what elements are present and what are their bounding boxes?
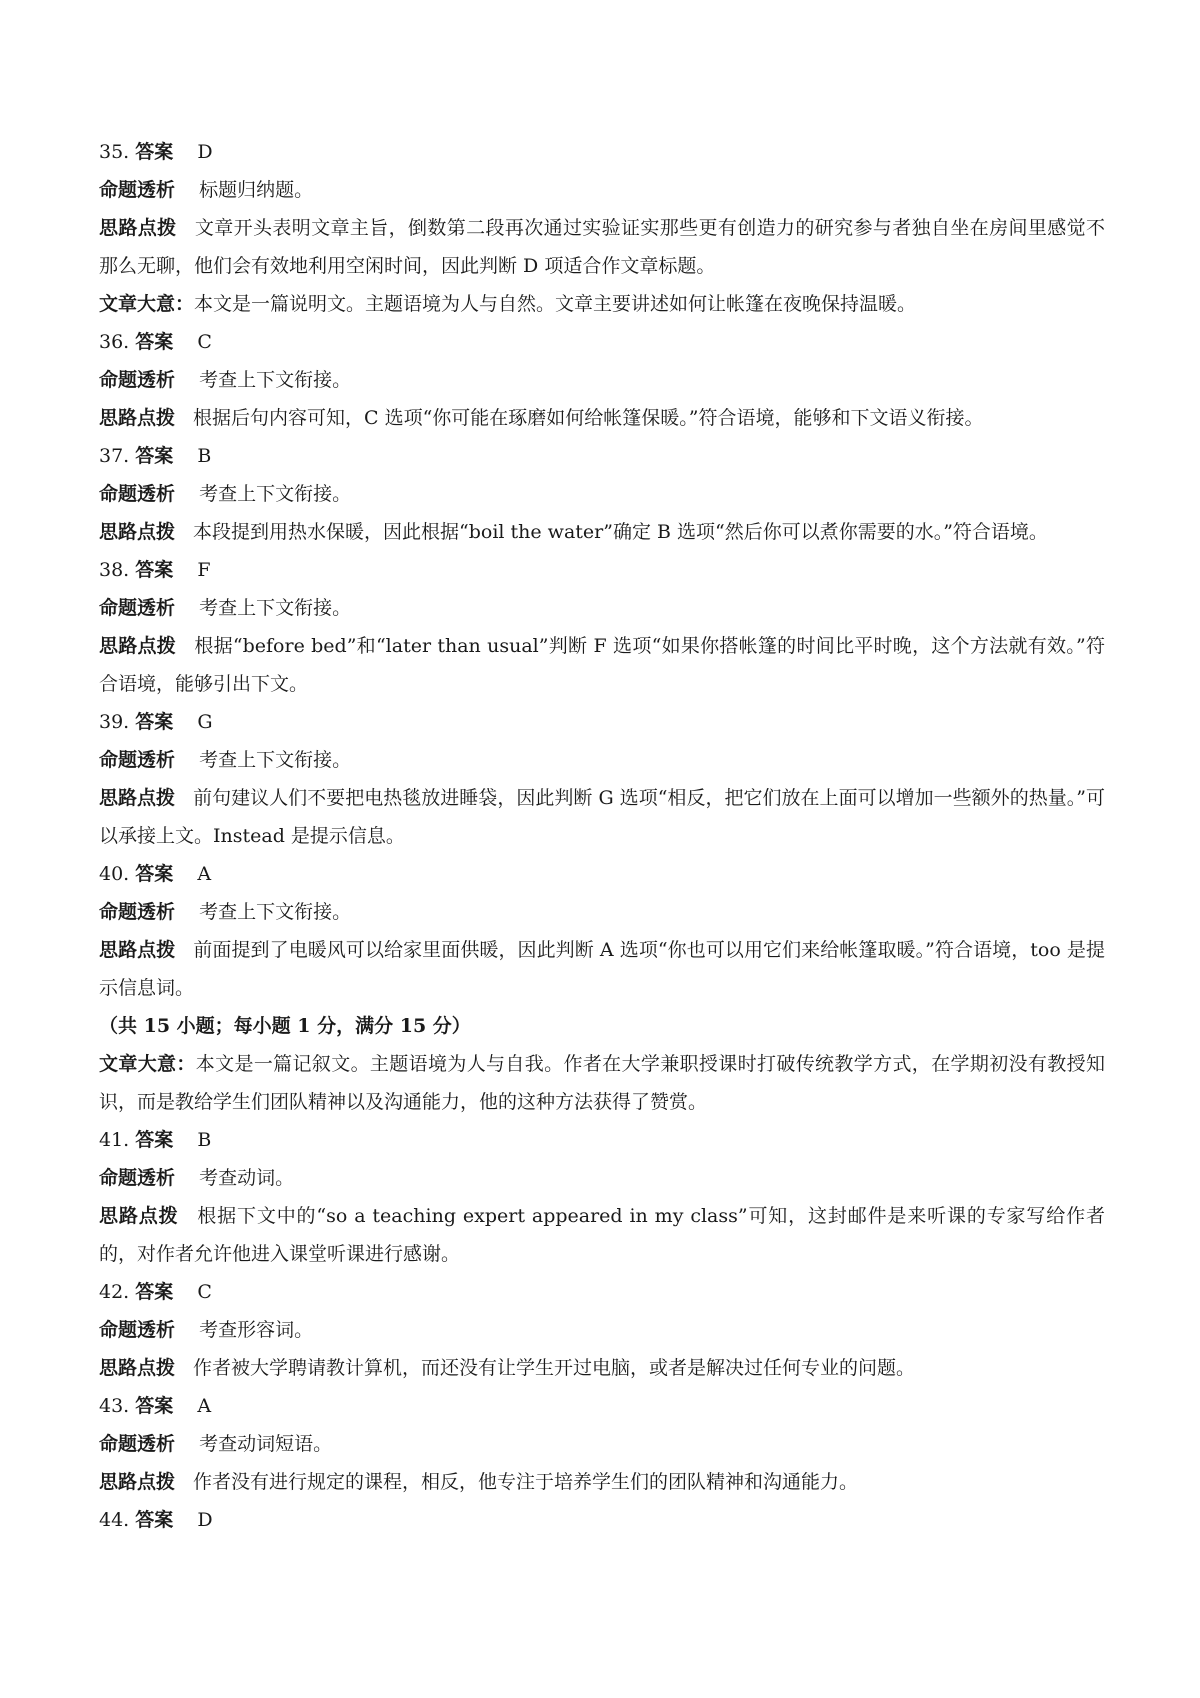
answer-line-40	[99, 855, 1105, 893]
analysis-line	[99, 171, 1105, 209]
answer-line-38	[99, 551, 1105, 589]
answer-value: A	[197, 1395, 212, 1417]
answer-line-41	[99, 1121, 1105, 1159]
answer-line-35	[99, 133, 1105, 171]
explanation-text: 作者没有进行规定的课程，相反，他专注于培养学生们的团队精神和沟通能力。	[193, 1471, 859, 1493]
analysis-label: 命题透析	[99, 1167, 176, 1189]
explanation-text: 作者被大学聘请教计算机，而还没有让学生开过电脑，或者是解决过任何专业的问题。	[193, 1357, 916, 1379]
answer-label: 答案	[135, 559, 174, 581]
analysis-text: 考查上下文衔接。	[199, 483, 352, 505]
analysis-text: 考查上下文衔接。	[199, 749, 352, 771]
explanation-line	[99, 1349, 1105, 1387]
answer-line-44	[99, 1501, 1105, 1539]
explanation-line	[99, 399, 1105, 437]
question-number: 38.	[99, 559, 130, 581]
analysis-line	[99, 475, 1105, 513]
analysis-text: 考查动词短语。	[199, 1433, 333, 1455]
answer-label: 答案	[135, 711, 174, 733]
analysis-text: 考查上下文衔接。	[199, 597, 352, 619]
explanation-text: 前面提到了电暖风可以给家里面供暖，因此判断 A 选项“你也可以用它们来给帐篷取暖。”符合语境，too 是提示信息词。	[99, 939, 1105, 999]
answer-label: 答案	[135, 1395, 174, 1417]
answer-line-37	[99, 437, 1105, 475]
explanation-line	[99, 1463, 1105, 1501]
analysis-label: 命题透析	[99, 483, 176, 505]
question-number: 37.	[99, 445, 130, 467]
explanation-line	[99, 627, 1105, 703]
explanation-label: 思路点拨	[99, 407, 176, 429]
explanation-line	[99, 931, 1105, 1007]
answer-label: 答案	[135, 445, 174, 467]
explanation-text: 本段提到用热水保暖，因此根据“boil the water”确定 B 选项“然后你可以煮你需要的水。”符合语境。	[193, 521, 1048, 543]
summary-label: 文章大意：	[99, 293, 195, 315]
answer-value: C	[197, 331, 212, 353]
summary-text: 本文是一篇记叙文。主题语境为人与自我。作者在大学兼职授课时打破传统教学方式，在学期初没有教授知识，而是教给学生们团队精神以及沟通能力，他的这种方法获得了赞赏。	[99, 1053, 1105, 1113]
explanation-line	[99, 1197, 1105, 1273]
question-number: 41.	[99, 1129, 130, 1151]
section-heading: （共 15 小题；每小题 1 分，满分 15 分）	[99, 1015, 471, 1037]
answer-value: G	[197, 711, 213, 733]
analysis-line	[99, 1159, 1105, 1197]
summary-label: 文章大意：	[99, 1053, 196, 1075]
summary-line	[99, 285, 1105, 323]
explanation-label: 思路点拨	[99, 635, 177, 657]
analysis-line	[99, 893, 1105, 931]
question-number: 40.	[99, 863, 130, 885]
analysis-line	[99, 589, 1105, 627]
summary-text: 本文是一篇说明文。主题语境为人与自然。文章主要讲述如何让帐篷在夜晚保持温暖。	[194, 293, 917, 315]
explanation-text: 前句建议人们不要把电热毯放进睡袋，因此判断 G 选项“相反，把它们放在上面可以增加一些额外的热量。”可以承接上文。Instead 是提示信息。	[99, 787, 1105, 847]
answer-value: A	[197, 863, 212, 885]
explanation-label: 思路点拨	[99, 217, 177, 239]
analysis-line	[99, 1311, 1105, 1349]
explanation-line	[99, 513, 1105, 551]
answer-line-39	[99, 703, 1105, 741]
explanation-line	[99, 779, 1105, 855]
answer-value: D	[197, 1509, 213, 1531]
analysis-line	[99, 741, 1105, 779]
explanation-label: 思路点拨	[99, 521, 176, 543]
analysis-label: 命题透析	[99, 597, 176, 619]
analysis-label: 命题透析	[99, 1433, 176, 1455]
summary-line	[99, 1045, 1105, 1121]
question-number: 39.	[99, 711, 130, 733]
analysis-label: 命题透析	[99, 179, 176, 201]
explanation-label: 思路点拨	[99, 1471, 176, 1493]
analysis-line	[99, 1425, 1105, 1463]
answer-value: B	[197, 445, 212, 467]
analysis-text: 考查动词。	[199, 1167, 295, 1189]
explanation-label: 思路点拨	[99, 1357, 176, 1379]
answer-value: C	[197, 1281, 212, 1303]
answer-line-42	[99, 1273, 1105, 1311]
analysis-line	[99, 361, 1105, 399]
answer-value: B	[197, 1129, 212, 1151]
answer-line-36	[99, 323, 1105, 361]
explanation-text: 根据下文中的“so a teaching expert appeared in my class”可知，这封邮件是来听课的专家写给作者的，对作者允许他进入课堂听课进行感谢。	[99, 1205, 1105, 1265]
explanation-text: 根据“before bed”和“later than usual”判断 F 选项“如果你搭帐篷的时间比平时晚，这个方法就有效。”符合语境，能够引出下文。	[99, 635, 1105, 695]
analysis-text: 标题归纳题。	[199, 179, 314, 201]
answer-line-43	[99, 1387, 1105, 1425]
question-number: 36.	[99, 331, 130, 353]
answer-label: 答案	[135, 141, 174, 163]
question-number: 43.	[99, 1395, 130, 1417]
analysis-label: 命题透析	[99, 749, 176, 771]
answer-value: D	[197, 141, 213, 163]
analysis-text: 考查上下文衔接。	[199, 369, 352, 391]
analysis-label: 命题透析	[99, 1319, 176, 1341]
explanation-label: 思路点拨	[99, 939, 176, 961]
answer-label: 答案	[135, 1509, 174, 1531]
analysis-text: 考查上下文衔接。	[199, 901, 352, 923]
answer-label: 答案	[135, 331, 174, 353]
analysis-text: 考查形容词。	[199, 1319, 314, 1341]
answer-label: 答案	[135, 863, 174, 885]
explanation-text: 根据后句内容可知，C 选项“你可能在琢磨如何给帐篷保暖。”符合语境，能够和下文语义衔接。	[193, 407, 984, 429]
explanation-line	[99, 209, 1105, 285]
explanation-text: 文章开头表明文章主旨，倒数第二段再次通过实验证实那些更有创造力的研究参与者独自坐在房间里感觉不那么无聊，他们会有效地利用空闲时间，因此判断 D 项适合作文章标题。	[99, 217, 1105, 277]
analysis-label: 命题透析	[99, 369, 176, 391]
answer-label: 答案	[135, 1281, 174, 1303]
question-number: 35.	[99, 141, 130, 163]
answer-value: F	[197, 559, 211, 581]
analysis-label: 命题透析	[99, 901, 176, 923]
answer-label: 答案	[135, 1129, 174, 1151]
explanation-label: 思路点拨	[99, 787, 176, 809]
question-number: 44.	[99, 1509, 130, 1531]
explanation-label: 思路点拨	[99, 1205, 179, 1227]
question-number: 42.	[99, 1281, 130, 1303]
